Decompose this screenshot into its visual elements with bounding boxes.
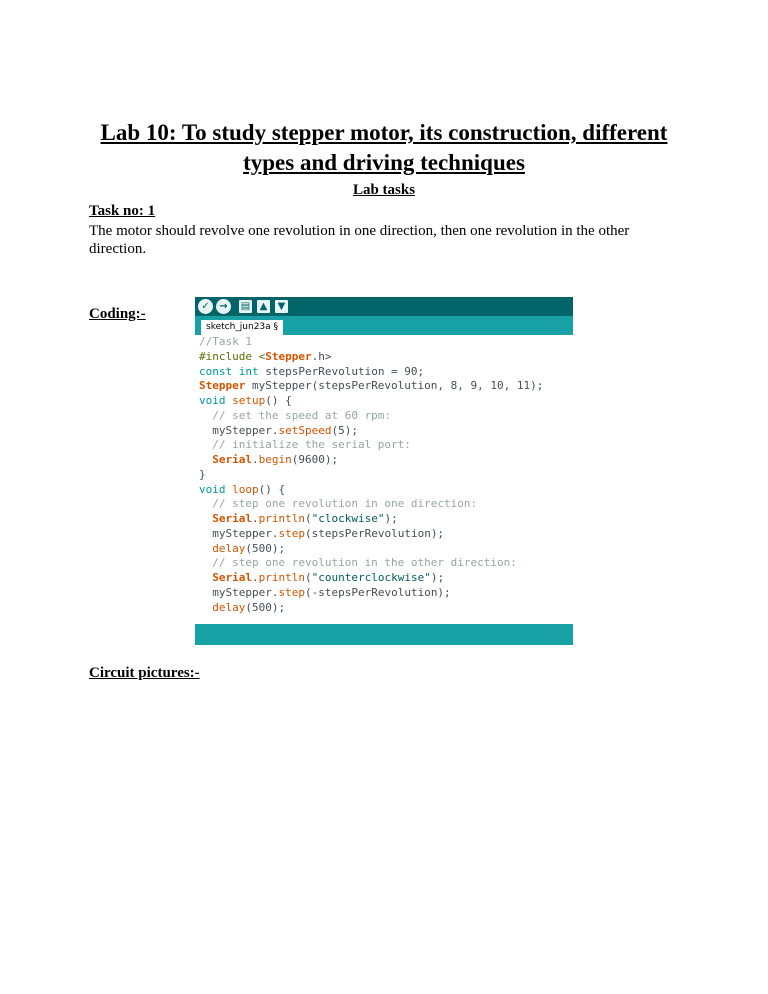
ide-footer-bar xyxy=(195,624,573,645)
task-heading: Task no: 1 xyxy=(89,203,156,219)
code-line: // step one revolution in one direction: xyxy=(199,497,478,511)
code-line: delay(500); xyxy=(212,541,286,555)
task-description: The motor should revolve one revolution in one direction, then one revolution in the other direction. xyxy=(89,223,630,257)
code-line: //Task 1 xyxy=(199,335,252,348)
coding-heading: Coding:- xyxy=(89,306,146,322)
code-line: myStepper.setSpeed(5); xyxy=(199,423,358,437)
code-line: Stepper myStepper(stepsPerRevolution, 8, 9, 10, 11); xyxy=(199,379,544,393)
code-line: #include <Stepper.h> xyxy=(199,349,332,363)
verify-icon: ✓ xyxy=(198,299,213,314)
code-line: myStepper.step(-stepsPerRevolution); xyxy=(199,585,451,599)
open-icon: ▲ xyxy=(257,300,270,313)
code-line: // set the speed at 60 rpm: xyxy=(199,408,392,422)
code-editor xyxy=(195,335,573,623)
code-line: } xyxy=(199,467,206,481)
ide-toolbar xyxy=(195,297,573,316)
arduino-ide-screenshot xyxy=(195,297,573,645)
circuit-heading: Circuit pictures:- xyxy=(89,665,200,681)
upload-icon: → xyxy=(216,299,231,314)
page-title: Lab 10: To study stepper motor, its construction, different types and driving techniques xyxy=(100,120,668,175)
code-line: void setup() { xyxy=(199,394,292,407)
code-line: Serial.println("counterclockwise"); xyxy=(212,571,445,584)
section-subtitle: Lab tasks xyxy=(352,182,416,198)
code-line: myStepper.step(stepsPerRevolution); xyxy=(199,526,445,540)
code-line: // initialize the serial port: xyxy=(199,438,411,452)
code-line: const int stepsPerRevolution = 90; xyxy=(199,364,425,378)
code-line: Serial.println("clockwise"); xyxy=(212,512,398,525)
new-icon: ▤ xyxy=(240,301,251,312)
code-line: void loop() { xyxy=(199,482,286,496)
save-icon: ▼ xyxy=(275,300,288,313)
sketch-tab: sketch_jun23a § xyxy=(201,320,283,335)
code-line: delay(500); xyxy=(212,600,286,614)
code-line: // step one revolution in the other direction: xyxy=(199,556,517,570)
code-line: Serial.begin(9600); xyxy=(212,453,339,466)
ide-tabbar xyxy=(195,316,573,335)
